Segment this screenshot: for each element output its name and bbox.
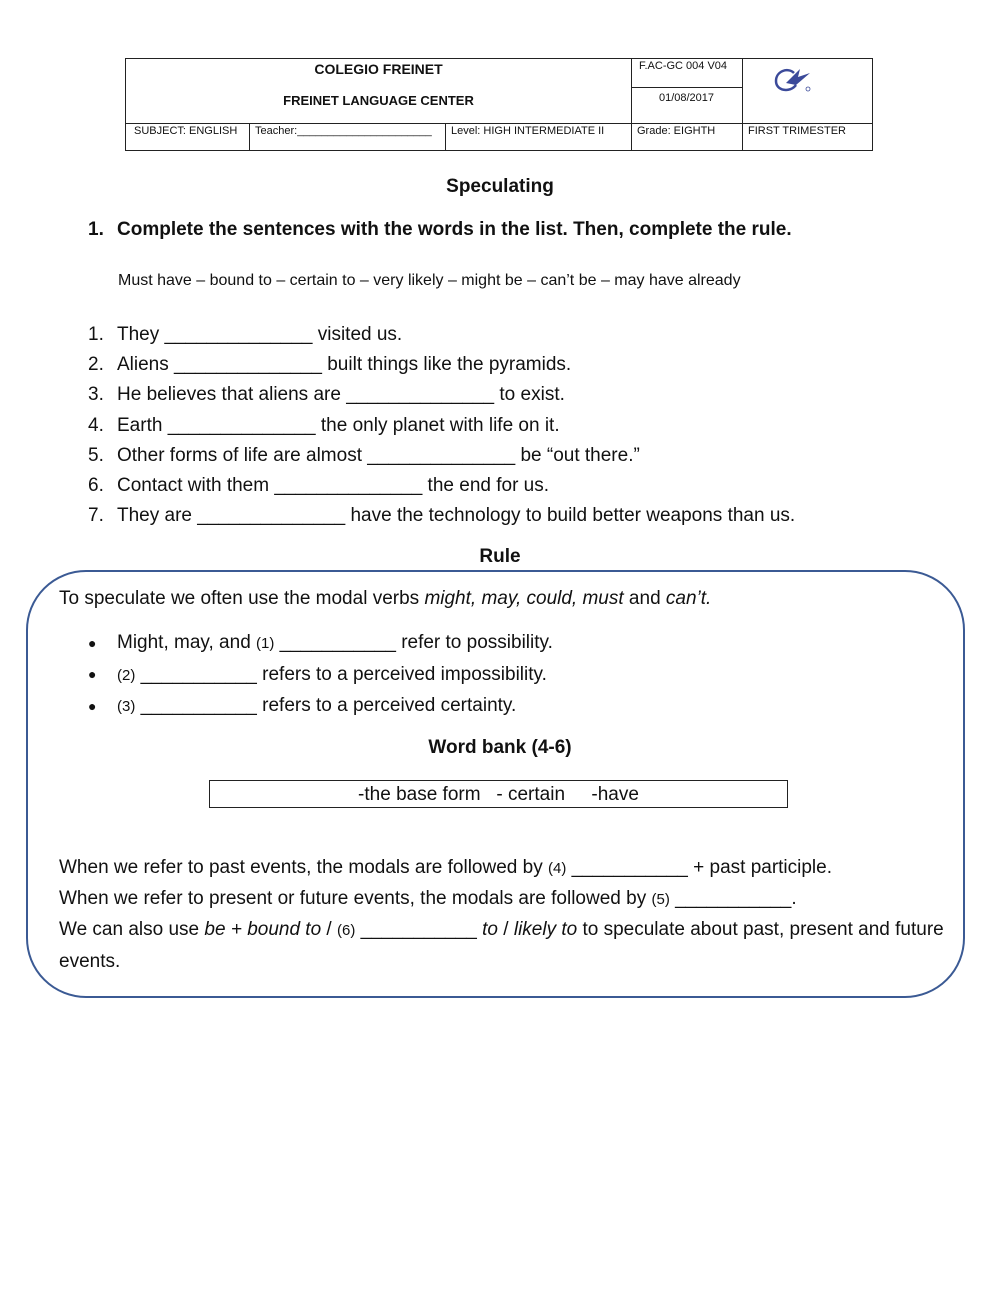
word-bank-text: -the base form - certain -have [358, 784, 639, 805]
list-item [88, 350, 795, 380]
word-bank-title: Word bank (4-6) [428, 737, 572, 758]
teacher-cell: Teacher:______________________ [255, 125, 432, 137]
instruction-number: 1. [88, 219, 104, 240]
grade-cell: Grade: EIGHTH [637, 125, 716, 137]
list-item [88, 380, 795, 410]
term-cell: FIRST TRIMESTER [748, 125, 846, 137]
blank-tag: (2) [117, 666, 136, 684]
item-number: 1. [88, 324, 104, 345]
para-line [59, 853, 959, 884]
para-text: When we refer to past events, the modals are followed by [59, 857, 548, 878]
sentence-text: Earth ______________ the only planet with life on it. [117, 414, 560, 436]
para-text: ___________. [669, 888, 797, 910]
para-line [59, 915, 959, 976]
level-cell: Level: HIGH INTERMEDIATE II [451, 125, 605, 137]
center-name: FREINET LANGUAGE CENTER [283, 93, 474, 108]
para-emphasis: likely to [513, 919, 578, 941]
rule-paragraph [59, 853, 959, 977]
para-line [59, 884, 959, 915]
item-number: 6. [88, 475, 104, 497]
list-item [88, 471, 795, 501]
blank: ___________ [355, 919, 483, 941]
item-number: 4. [88, 414, 104, 436]
list-item [88, 320, 795, 350]
instruction-text: Complete the sentences with the words in the list. Then, complete the rule. [117, 219, 792, 240]
para-text: to speculate about past, present and future events. [59, 919, 944, 972]
doc-date: 01/08/2017 [658, 92, 715, 104]
list-item [88, 411, 795, 441]
header-table [125, 58, 873, 151]
list-item [88, 632, 553, 664]
list-item [88, 441, 795, 471]
blank: ___________ [135, 663, 263, 685]
sentence-text: They are ______________ have the technology to build better weapons than us. [117, 505, 796, 527]
sentence-list [88, 320, 795, 531]
rule-intro [59, 588, 711, 610]
item-number: 5. [88, 444, 104, 466]
para-text: We can also use [59, 919, 205, 941]
sentence-text: They ______________ visited us. [117, 324, 403, 345]
bullet-icon: ● [88, 697, 97, 714]
blank-tag: (3) [117, 698, 136, 715]
dove-logo-icon [762, 61, 822, 111]
para-text: When we refer to present or future events, the modals are followed by [59, 888, 652, 910]
rule-title: Rule [479, 546, 521, 567]
rule-bullets [88, 632, 553, 727]
sentence-text: Aliens ______________ built things like the pyramids. [117, 354, 572, 376]
intro-cant: can’t. [665, 588, 712, 609]
doc-code: F.AC-GC 004 V04 [639, 60, 728, 72]
list-item [88, 501, 795, 531]
sentence-text: He believes that aliens are ______________ to exist. [117, 384, 565, 406]
word-bank-box [209, 780, 788, 808]
intro-text: To speculate we often use the modal verbs [59, 588, 425, 609]
intro-modals: might, may, could, must [424, 588, 624, 609]
blank-tag: (5) [651, 891, 670, 909]
page-title: Speculating [446, 176, 554, 197]
para-emphasis: to [482, 919, 498, 941]
para-text: ___________ + past participle. [566, 857, 833, 878]
bullet-icon: ● [88, 666, 97, 683]
list-item [88, 664, 553, 696]
bullet-post: refers to a perceived impossibility. [262, 663, 547, 685]
para-text: / [498, 919, 514, 941]
para-emphasis: be + bound to [204, 919, 322, 941]
bullet-post: refer to possibility. [401, 632, 553, 653]
sentence-text: Other forms of life are almost ______________ be “out there.” [117, 444, 640, 466]
instruction [88, 219, 792, 241]
blank-tag: (1) [256, 635, 275, 652]
para-text: / [321, 919, 337, 941]
item-number: 3. [88, 384, 104, 406]
intro-and: and [623, 588, 666, 609]
blank: ___________ [135, 695, 263, 716]
bullet-pre: Might, may, and [117, 632, 257, 653]
item-number: 2. [88, 354, 104, 376]
sentence-text: Contact with them ______________ the end for us. [117, 475, 550, 497]
word-list: Must have – bound to – certain to – very likely – might be – can’t be – may have already [118, 272, 741, 289]
bullet-post: refers to a perceived certainty. [262, 695, 517, 716]
bullet-icon: ● [88, 634, 97, 651]
item-number: 7. [88, 505, 104, 527]
list-item [88, 695, 553, 727]
blank-tag: (4) [547, 860, 567, 877]
blank-tag: (6) [337, 922, 356, 940]
subject-cell: SUBJECT: ENGLISH [134, 125, 238, 137]
blank: ___________ [274, 632, 402, 653]
school-name: COLEGIO FREINET [314, 61, 443, 77]
